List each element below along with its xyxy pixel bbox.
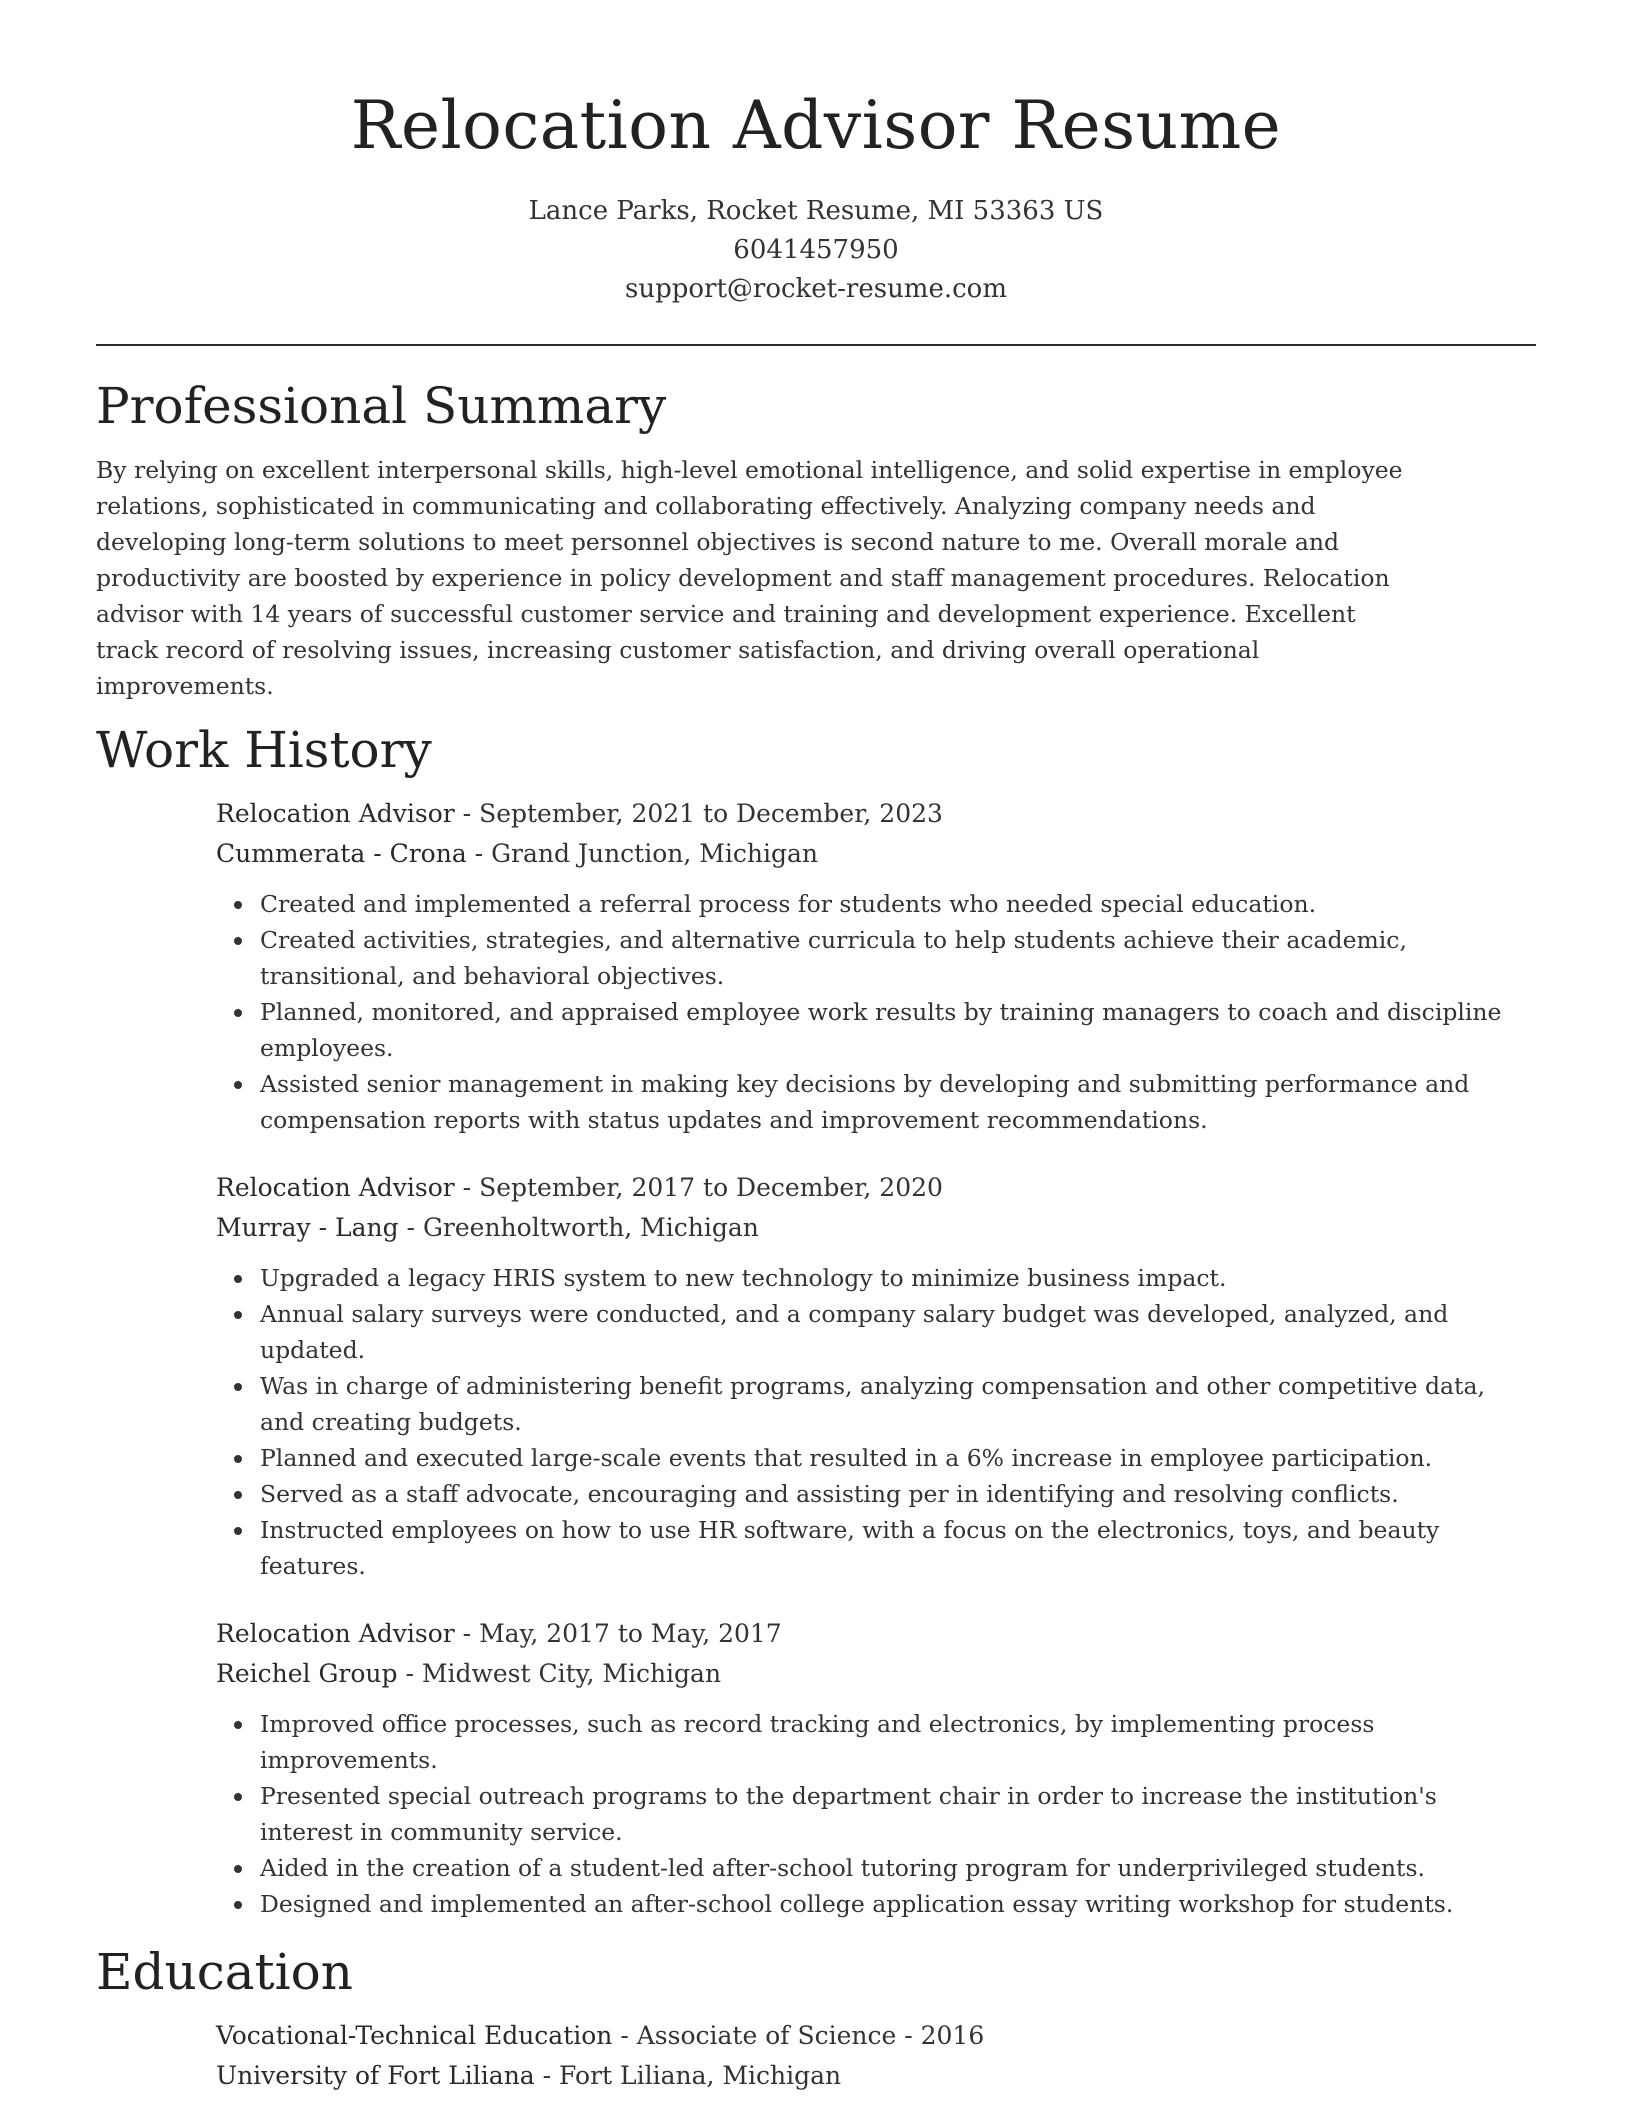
summary-heading: Professional Summary [96, 377, 667, 435]
job-bullet: Served as a staff advocate, encouraging and assisting per in identifying and resolving conflicts. [260, 1476, 1536, 1512]
job-location: Grand Junction, Michigan [491, 839, 818, 868]
header-divider [96, 344, 1536, 346]
job-bullet: Planned and executed large-scale events that resulted in a 6% increase in employee participation. [260, 1440, 1536, 1476]
job-title-line [216, 1614, 1536, 1654]
job-title-line [216, 1168, 1536, 1208]
contact-block [96, 192, 1536, 309]
separator: - [612, 2021, 637, 2050]
job-bullets [216, 1260, 1536, 1584]
job-dates: September, 2017 to December, 2020 [479, 1173, 943, 1202]
separator: - [454, 1173, 480, 1202]
separator: - [397, 1659, 422, 1688]
job-company: Murray - Lang [216, 1213, 399, 1242]
education-degree: Associate of Science [636, 2021, 897, 2050]
contact-email: support@rocket-resume.com [624, 274, 1007, 304]
job-bullet: Improved office processes, such as record tracking and electronics, by implementing process improvements. [260, 1706, 1536, 1778]
job-bullet: Designed and implemented an after-school college application essay writing workshop for students. [260, 1886, 1536, 1922]
job-company-line [216, 1654, 1536, 1694]
job-company: Cummerata - Crona [216, 839, 467, 868]
separator: - [454, 1619, 480, 1648]
education-entry [216, 2016, 1536, 2096]
job-entry [216, 794, 1536, 1138]
contact-address: Lance Parks, Rocket Resume, MI 53363 US [528, 196, 1104, 226]
education-section [96, 1940, 1536, 2096]
education-degree-line [216, 2016, 1536, 2056]
resume-title: Relocation Advisor Resume [350, 87, 1282, 164]
job-location: Greenholtworth, Michigan [422, 1213, 759, 1242]
contact-phone: 6041457950 [733, 235, 899, 265]
job-company-line [216, 834, 1536, 874]
job-bullet: Presented special outreach programs to the department chair in order to increase the institution's interest in community service. [260, 1778, 1536, 1850]
job-dates: September, 2021 to December, 2023 [479, 799, 943, 828]
job-bullet: Instructed employees on how to use HR software, with a focus on the electronics, toys, and beauty features. [260, 1512, 1536, 1584]
separator: - [398, 1213, 423, 1242]
job-bullet: Created activities, strategies, and alternative curricula to help students achieve their academic, transitional, and behavioral objectives. [260, 922, 1536, 994]
job-title: Relocation Advisor [216, 1619, 455, 1648]
job-company: Reichel Group [216, 1659, 398, 1688]
job-company-line [216, 1208, 1536, 1248]
job-entry [216, 1614, 1536, 1922]
job-bullet: Assisted senior management in making key decisions by developing and submitting performance and compensation reports with status updates and improvement recommendations. [260, 1066, 1536, 1138]
job-bullet: Was in charge of administering benefit programs, analyzing compensation and other competitive data, and creating budgets. [260, 1368, 1536, 1440]
job-bullet: Annual salary surveys were conducted, and a company salary budget was developed, analyzed, and updated. [260, 1296, 1536, 1368]
job-bullet: Created and implemented a referral process for students who needed special education. [260, 886, 1536, 922]
job-bullet: Aided in the creation of a student-led after-school tutoring program for underprivileged students. [260, 1850, 1536, 1886]
education-year: 2016 [920, 2021, 985, 2050]
job-dates: May, 2017 to May, 2017 [479, 1619, 782, 1648]
separator: - [896, 2021, 921, 2050]
job-bullet: Planned, monitored, and appraised employee work results by training managers to coach and discipline employees. [260, 994, 1536, 1066]
education-school: University of Fort Liliana [216, 2061, 535, 2090]
summary-section [96, 374, 1536, 704]
job-title: Relocation Advisor [216, 1173, 455, 1202]
resume-page [96, 0, 1536, 2096]
separator: - [454, 799, 480, 828]
work-history-heading: Work History [96, 721, 432, 779]
education-field: Vocational-Technical Education [216, 2021, 613, 2050]
job-bullets [216, 1706, 1536, 1922]
job-location: Midwest City, Michigan [421, 1659, 722, 1688]
resume-header [96, 0, 1536, 309]
education-heading: Education [96, 1943, 353, 2001]
job-bullets [216, 886, 1536, 1138]
work-history-section [96, 718, 1536, 1922]
job-bullet: Upgraded a legacy HRIS system to new technology to minimize business impact. [260, 1260, 1536, 1296]
job-title: Relocation Advisor [216, 799, 455, 828]
job-title-line [216, 794, 1536, 834]
jobs-list [216, 794, 1536, 1922]
separator: - [466, 839, 492, 868]
summary-text: By relying on excellent interpersonal skills, high-level emotional intelligence, and solid expertise in employee relations, sophisticated in communicating and collaborating effectively. Analyzing company needs and developing long-term solutions to meet personnel objectives is second nature to me. Overall morale and productivity are boosted by experience in policy development and staff management procedures. Relocation advisor with 14 years of successful customer service and training and development experience. Excellent track record of resolving issues, increasing customer satisfaction, and driving overall operational improvements. [96, 456, 1403, 700]
separator: - [534, 2061, 560, 2090]
job-entry [216, 1168, 1536, 1584]
education-location: Fort Liliana, Michigan [559, 2061, 842, 2090]
education-school-line [216, 2056, 1536, 2096]
